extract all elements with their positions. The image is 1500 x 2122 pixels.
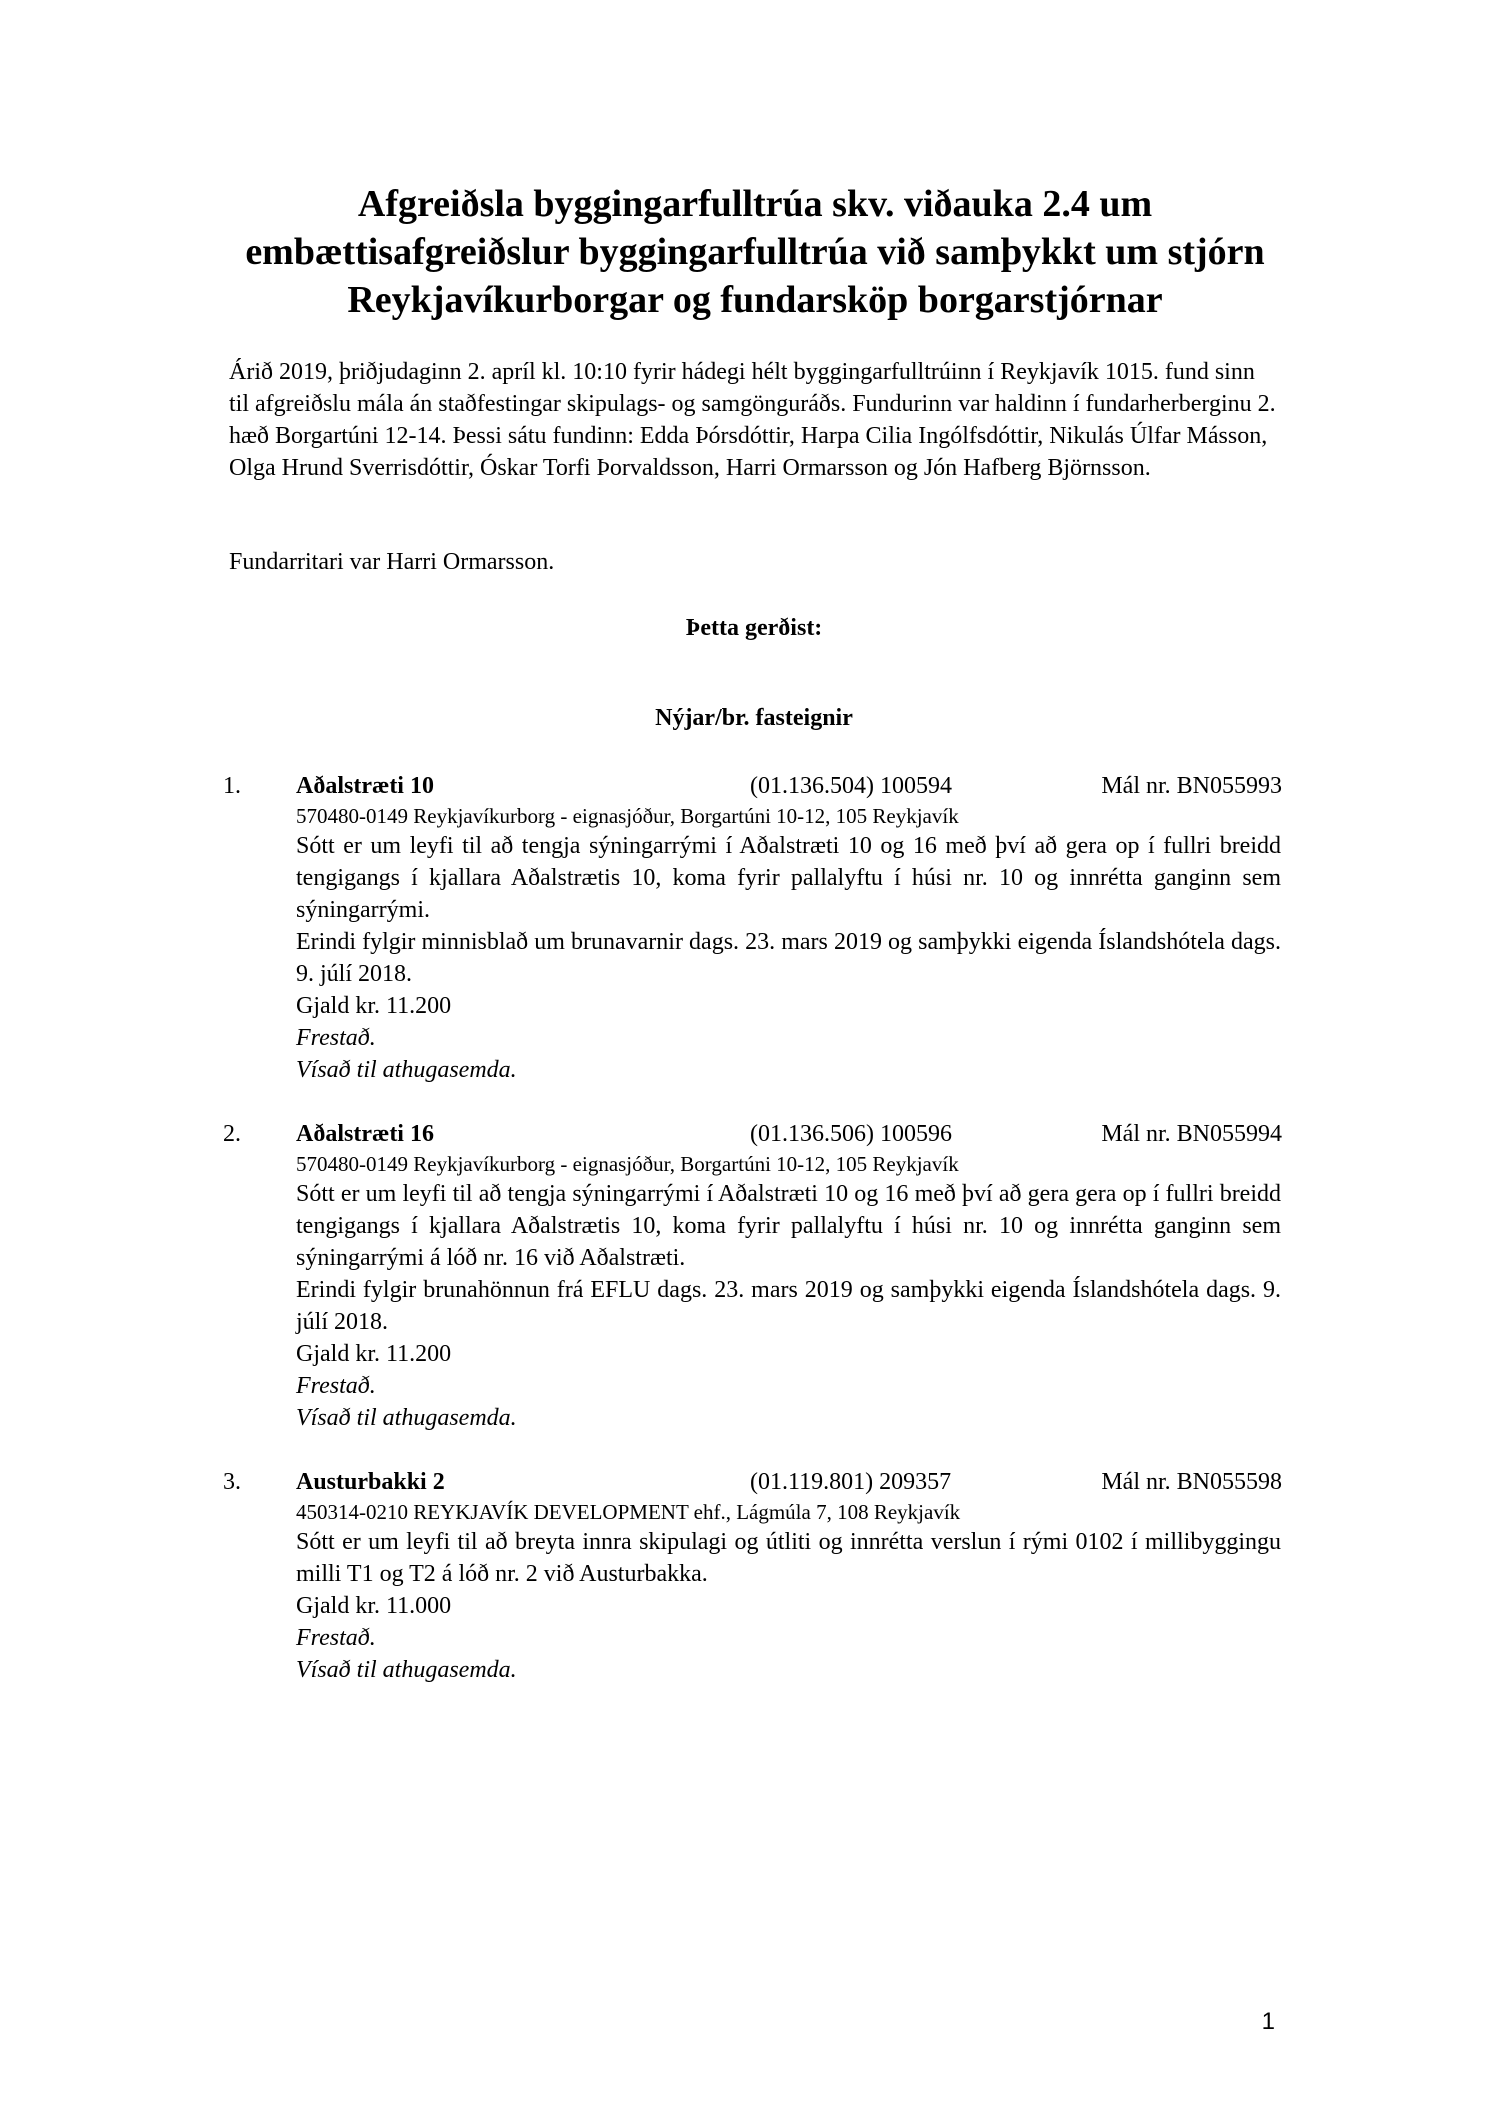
case-note: Erindi fylgir brunahönnun frá EFLU dags. 23. mars 2019 og samþykki eigenda Íslandshótela dags. 9. júlí 2018. (296, 1277, 1281, 1335)
document-title: Afgreiðsla byggingarfulltrúa skv. viðauka 2.4 um embættisafgreiðslur byggingarfulltrúa við samþykkt um stjórn Reykjavíkurborgar og fundarsköp borgarstjórnar (245, 183, 1265, 321)
case-owner: 570480-0149 Reykjavíkurborg - eignasjóður, Borgartúni 10-12, 105 Reykjavík (296, 804, 959, 828)
case-body (296, 1498, 1281, 1686)
case-property-ref: (01.119.801) 209357 (750, 1469, 952, 1495)
case-note: Erindi fylgir minnisblað um brunavarnir dags. 23. mars 2019 og samþykki eigenda Íslandshótela dags. 9. júlí 2018. (296, 929, 1281, 987)
case-property-ref: (01.136.506) 100596 (750, 1121, 952, 1147)
case-no: Mál nr. BN055993 (1101, 773, 1282, 799)
case-property-ref: (01.136.504) 100594 (750, 773, 952, 799)
case-fee: Gjald kr. 11.200 (296, 1341, 452, 1367)
case-referral: Vísað til athugasemda. (296, 1657, 517, 1683)
case-owner: 450314-0210 REYKJAVÍK DEVELOPMENT ehf., Lágmúla 7, 108 Reykjavík (296, 1500, 961, 1524)
page-number: 1 (1261, 2008, 1275, 2035)
case-description: Sótt er um leyfi til að tengja sýningarrými í Aðalstræti 10 og 16 með því að gera op í fullri breidd tengigangs í kjallara Aðalstrætis 10, koma fyrir pallalyftu í húsi nr. 10 og innrétta ganginn sem sýningarrými. (296, 833, 1281, 923)
events-heading: Þetta gerðist: (685, 615, 823, 641)
case-referral: Vísað til athugasemda. (296, 1057, 517, 1083)
case-body (296, 1150, 1281, 1434)
case-number: 3. (223, 1469, 241, 1495)
meeting-secretary: Fundarritari var Harri Ormarsson. (229, 549, 555, 575)
case-no: Mál nr. BN055598 (1101, 1469, 1282, 1495)
case-fee: Gjald kr. 11.000 (296, 1593, 452, 1619)
case-status: Frestað. (296, 1025, 376, 1051)
case-status: Frestað. (296, 1373, 376, 1399)
case-no: Mál nr. BN055994 (1101, 1121, 1282, 1147)
case-address: Austurbakki 2 (296, 1469, 445, 1495)
case-number: 1. (223, 773, 241, 799)
case-referral: Vísað til athugasemda. (296, 1405, 517, 1431)
case-number: 2. (223, 1121, 241, 1147)
case-address: Aðalstræti 10 (296, 773, 434, 799)
case-status: Frestað. (296, 1625, 376, 1651)
case-body (296, 802, 1281, 1086)
case-description: Sótt er um leyfi til að breyta innra skipulagi og útliti og innrétta verslun í rými 0102 í millibyggingu milli T1 og T2 á lóð nr. 2 við Austurbakka. (296, 1529, 1281, 1587)
case-owner: 570480-0149 Reykjavíkurborg - eignasjóður, Borgartúni 10-12, 105 Reykjavík (296, 1152, 959, 1176)
meeting-intro: Árið 2019, þriðjudaginn 2. apríl kl. 10:10 fyrir hádegi hélt byggingarfulltrúinn í Reykjavík 1015. fund sinn til afgreiðslu mála án staðfestingar skipulags- og samgönguráðs. Fundurinn var haldinn í fundarherberginu 2. hæð Borgartúni 12-14. Þessi sátu fundinn: Edda Þórsdóttir, Harpa Cilia Ingólfsdóttir, Nikulás Úlfar Másson, Olga Hrund Sverrisdóttir, Óskar Torfi Þorvaldsson, Harri Ormarsson og Jón Hafberg Björnsson. (229, 359, 1276, 481)
case-description: Sótt er um leyfi til að tengja sýningarrými í Aðalstræti 10 og 16 með því að gera gera op í fullri breidd tengigangs í kjallara Aðalstrætis 10, koma fyrir pallalyftu í húsi nr. 10 og innrétta ganginn sem sýningarrými á lóð nr. 16 við Aðalstræti. (296, 1181, 1281, 1271)
case-address: Aðalstræti 16 (296, 1121, 434, 1147)
case-fee: Gjald kr. 11.200 (296, 993, 452, 1019)
section-heading: Nýjar/br. fasteignir (655, 705, 853, 731)
